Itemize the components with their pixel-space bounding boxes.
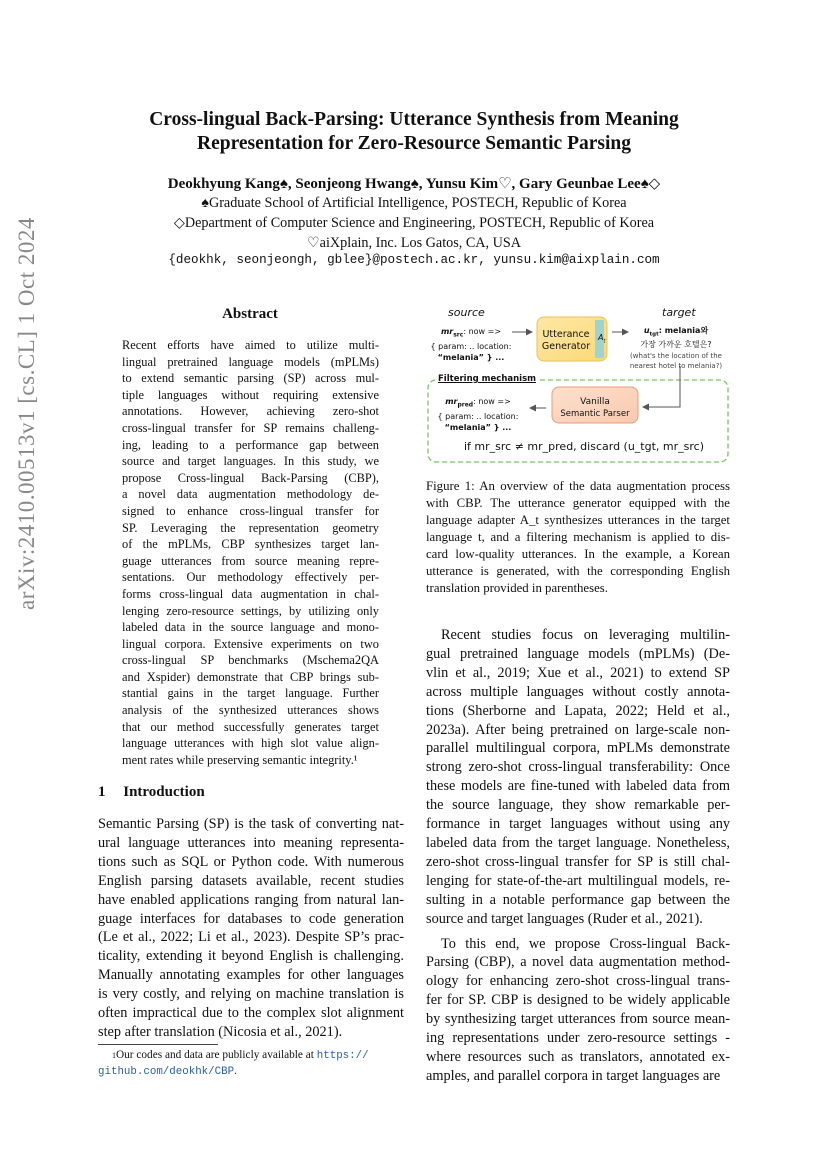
mr-pred-line-3: “melania” } ... xyxy=(444,422,512,432)
abstract-line: forms cross-lingual data augmentation in chal- xyxy=(122,586,379,601)
intro-line: is very costly, and relying on machine translation is xyxy=(98,986,404,1003)
footnote-rule xyxy=(98,1044,218,1045)
u-tgt-line-4: nearest hotel to melania?) xyxy=(629,362,723,371)
affiliation-2: ◇Department of Computer Science and Engineering, POSTECH, Republic of Korea xyxy=(173,215,655,231)
abstract-line: lingual corpora. Extensive experiments on two xyxy=(122,636,379,651)
pred-mr xyxy=(432,396,524,433)
right-column-line: amples, and parallel corpora in target languages are xyxy=(426,1067,721,1084)
abstract-line: lingual pretrained language models (mPLMs) xyxy=(122,354,379,369)
abstract-line: SP. Leveraging the representation geometry xyxy=(122,520,379,535)
affiliation-3: ♡aiXplain, Inc. Los Gatos, CA, USA xyxy=(306,235,522,251)
section-title: Introduction xyxy=(123,784,205,800)
abstract-line: Recent efforts have aimed to utilize multi- xyxy=(122,338,379,352)
caption-line: with CBP. The utterance generator equipped with the xyxy=(426,496,730,510)
footnote-url-1[interactable]: https:// xyxy=(316,1050,369,1062)
author-list: Deokhyung Kang♠, Seonjeong Hwang♠, Yunsu Kim♡, Gary Geunbae Lee♠◇ xyxy=(167,176,661,192)
mr-pred-line-2: { param: .. location: xyxy=(437,411,519,421)
section-heading-introduction xyxy=(98,784,205,801)
target-label: target xyxy=(662,306,696,319)
abstract-line: and Xspider) demonstrate that CBP brings sub- xyxy=(122,669,379,684)
caption-line: language t, and a filtering mechanism is applied to dis- xyxy=(426,530,730,544)
source-mr xyxy=(430,326,512,363)
parser-line-1: Vanilla xyxy=(580,397,610,407)
caption-line: language adapter A_t synthesizes utterances in the target xyxy=(426,513,730,527)
right-column-line: lenging for state-of-the-art multilingual models, re- xyxy=(426,872,730,889)
caption-line: translation provided in parentheses. xyxy=(426,581,608,595)
mr-src-line-1: : now => xyxy=(463,327,502,336)
mr-pred-line-1: : now => xyxy=(473,397,511,406)
u-tgt-subscript: tgt xyxy=(649,331,659,338)
title-line-2: Representation for Zero-Resource Semantic Parsing xyxy=(197,133,631,154)
right-column-line: parallel multilingual corpora, mPLMs demonstrate xyxy=(426,740,730,757)
author-emails[interactable]: {deokhk, seonjeongh, gblee}@postech.ac.kr, yunsu.kim@aixplain.com xyxy=(168,253,660,267)
right-column-body xyxy=(426,626,730,1086)
caption-line: Figure 1: An overview of the data augmentation process xyxy=(426,479,730,493)
right-column-line: zero-shot cross-lingual transfer for SP is still chal- xyxy=(426,853,730,870)
affiliation-1: ♠Graduate School of Artificial Intelligence, POSTECH, Republic of Korea xyxy=(201,195,627,211)
abstract-line: that our method successfully generates target xyxy=(122,719,379,734)
intro-line: (Le et al., 2022; Li et al., 2023). Despite SP’s prac- xyxy=(98,929,404,946)
arxiv-stamp: arXiv:2410.00513v1 [cs.CL] 1 Oct 2024 xyxy=(14,217,39,610)
abstract-line: language utterances with high slot value align- xyxy=(122,736,379,751)
abstract-heading: Abstract xyxy=(222,306,278,322)
right-column-line: Recent studies focus on leveraging multilin- xyxy=(441,627,730,643)
parser-label xyxy=(552,396,638,420)
right-column-line: across multiple languages without costly annota- xyxy=(426,683,730,700)
intro-line: tions such as SQL or Python code. With numerous xyxy=(98,853,404,870)
abstract-line: to extend semantic parsing (SP) across mul- xyxy=(122,371,379,386)
right-column-line: fer for SP. CBP is designed to be widely applicable xyxy=(426,992,730,1009)
right-column-line: sulting in a notable performance gap between the xyxy=(426,891,730,908)
abstract-line: cross-lingual SP benchmarks (Mschema2QA xyxy=(122,653,379,668)
intro-line: Semantic Parsing (SP) is the task of converting nat- xyxy=(98,816,404,832)
abstract-line: source and target languages. In this study, we xyxy=(122,454,379,469)
parser-line-2: Semantic Parser xyxy=(560,409,630,419)
abstract-line: guage utterances from source meaning repre- xyxy=(122,553,379,568)
right-column-line: gual pretrained language models (mPLMs) (De- xyxy=(426,645,730,662)
abstract-line: a novel data augmentation methodology de- xyxy=(122,487,379,502)
right-column-line: To this end, we propose Cross-lingual Back- xyxy=(441,935,730,952)
abstract-line: ment rates while preserving semantic integrity.¹ xyxy=(122,752,358,767)
right-column-line: these models are fine-tuned with labeled data from xyxy=(426,778,730,795)
intro-line: have enabled applications ranging from natural lan- xyxy=(98,891,404,908)
figure-1 xyxy=(424,300,734,470)
intro-line: English parsing datasets available, recent studies xyxy=(98,872,404,889)
abstract-line: propose Cross-lingual Back-Parsing (CBP), xyxy=(122,470,379,485)
u-tgt-line-3: (what's the location of the xyxy=(630,351,722,360)
abstract-line: cross-lingual transfer for SP remains challeng- xyxy=(122,420,379,435)
abstract-line: lenging zero-resource settings, by utilizing only xyxy=(122,603,379,618)
right-column-line: the source language, they show remarkable per- xyxy=(426,797,730,814)
u-tgt-line-2: 가장 가까운 호텔은? xyxy=(640,340,712,350)
section-number: 1 xyxy=(98,784,106,800)
title-line-1: Cross-lingual Back-Parsing: Utterance Synthesis from Meaning xyxy=(149,109,679,130)
right-column-line: labeled data from the target language. Nonetheless, xyxy=(426,834,730,851)
figure-caption xyxy=(426,478,730,597)
right-column-line: where resources such as translators, annotated ex- xyxy=(426,1048,730,1065)
mr-src-line-2: { param: .. location: xyxy=(430,341,512,351)
intro-body xyxy=(98,815,404,1042)
abstract-line: signed to enhance cross-lingual transfer for xyxy=(122,503,379,518)
discard-rule: if mr_src ≠ mr_pred, discard (u_tgt, mr_src) xyxy=(464,440,704,453)
intro-line: step after translation (Nicosia et al., 2021). xyxy=(98,1023,343,1040)
filter-label: Filtering mechanism xyxy=(438,374,536,384)
right-column-line: ing representations under zero-resource settings - xyxy=(426,1030,730,1047)
abstract-line: ing, leading to a performance gap between xyxy=(122,437,379,452)
source-label: source xyxy=(448,306,485,319)
right-column-line: ology for enhancing zero-shot cross-lingual trans- xyxy=(426,973,730,990)
right-column-line: 2023a). After being pretrained on large-scale non- xyxy=(426,721,730,738)
caption-line: card low-quality utterances. In the example, a Korean xyxy=(426,547,730,561)
mr-src-symbol: mr xyxy=(440,327,454,336)
right-column-line: formance in target languages without using any xyxy=(426,816,730,833)
mr-pred-symbol: mr xyxy=(445,397,458,406)
intro-line: often impractical due to the complex slot alignment xyxy=(98,1005,404,1022)
paper-title xyxy=(100,108,728,156)
abstract-body xyxy=(122,337,379,768)
mr-src-line-3: “melania” } ... xyxy=(437,352,505,362)
footnote xyxy=(98,1048,408,1080)
adapter-subscript: t xyxy=(603,338,606,345)
generator-label xyxy=(537,329,595,353)
right-column-line: source and target languages (Ruder et al., 2021). xyxy=(426,910,703,927)
footnote-end: . xyxy=(234,1065,237,1077)
mr-pred-subscript: pred xyxy=(457,401,474,409)
u-tgt-symbol: u xyxy=(643,326,650,335)
intro-line: ural language utterances into meaning representa- xyxy=(98,834,404,851)
abstract-line: of the mPLMs, CBP synthesizes target lan- xyxy=(122,537,379,552)
right-column-line: tions (Sherborne and Lapata, 2022; Held et al., xyxy=(426,702,730,719)
footnote-text: Our codes and data are publicly available at xyxy=(116,1049,317,1061)
target-utterance xyxy=(624,326,728,372)
right-column-line: vlin et al., 2019; Xue et al., 2021) to extend SP xyxy=(426,664,730,681)
intro-line: Manually annotating examples for other languages xyxy=(98,967,404,984)
adapter-symbol: A xyxy=(598,333,604,342)
mr-src-subscript: src xyxy=(453,331,464,339)
abstract-line: tiple languages without requiring extensive xyxy=(122,387,379,402)
intro-line: guage interfaces for databases to code generation xyxy=(98,910,404,927)
generator-line-1: Utterance xyxy=(542,329,590,340)
abstract-line: analysis of the synthesized utterances shows xyxy=(122,703,379,718)
adapter-label xyxy=(598,333,605,345)
right-column-line: by synthesizing target utterances from source mean- xyxy=(426,1011,730,1028)
abstract-line: stantial gains in the target language. Further xyxy=(122,686,379,701)
caption-line: utterance is generated, with the corresponding English xyxy=(426,564,730,578)
right-column-line: strong zero-shot cross-lingual transferability: Once xyxy=(426,759,730,776)
abstract-line: sentations. Our methodology effectively per- xyxy=(122,570,379,585)
generator-line-2: Generator xyxy=(541,341,591,352)
intro-line: ticality, extending it beyond English is challenging. xyxy=(98,948,404,965)
footnote-url-2[interactable]: github.com/deokhk/CBP xyxy=(98,1066,235,1078)
abstract-line: labeled data in the source language and mono- xyxy=(122,620,379,635)
footnote-mark: 1 xyxy=(112,1051,116,1060)
u-tgt-text: : melania와 xyxy=(658,326,709,335)
right-column-line: Parsing (CBP), a novel data augmentation method- xyxy=(426,954,730,971)
abstract-line: annotations. However, achieving zero-shot xyxy=(122,404,379,419)
